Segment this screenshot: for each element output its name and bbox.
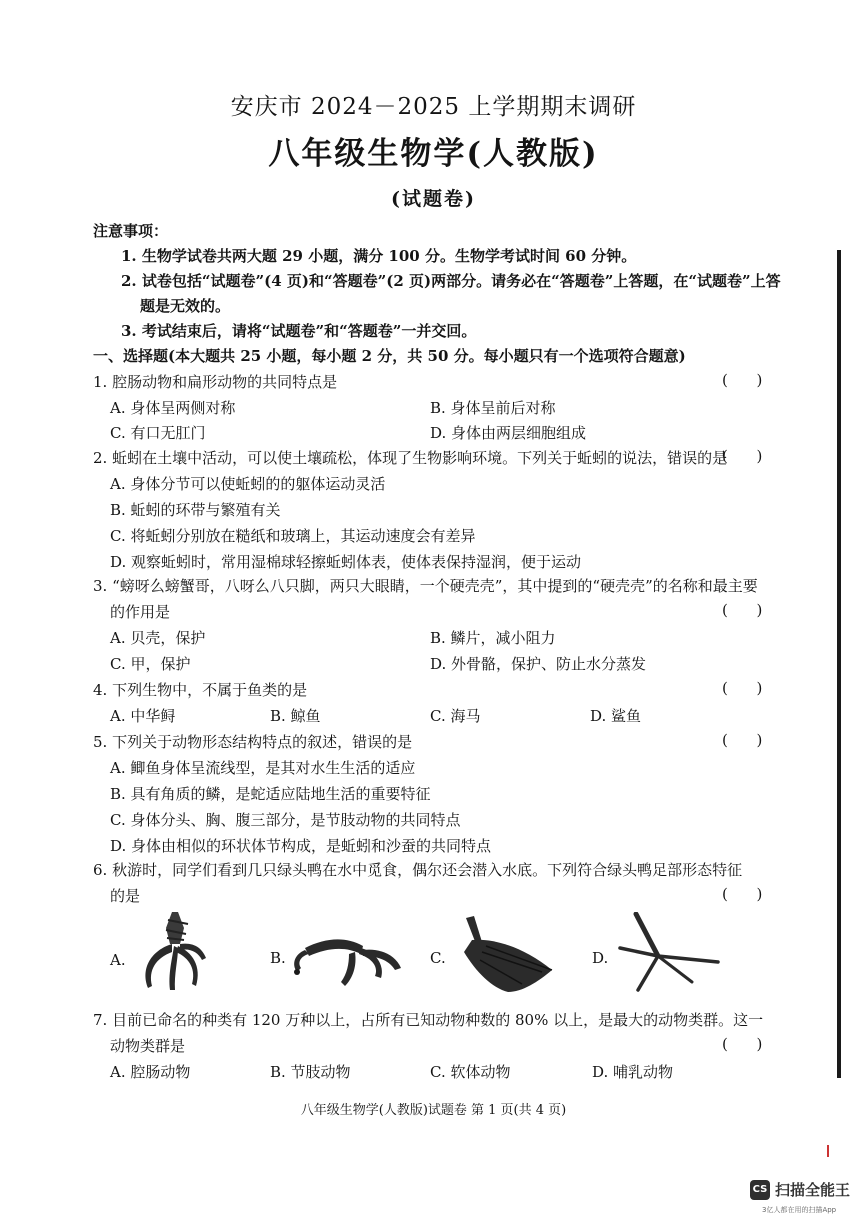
q7-option-a: A. 腔肠动物: [110, 1063, 191, 1081]
q6-option-a-label: A.: [110, 951, 126, 969]
camscanner-logo-icon: CS: [750, 1180, 770, 1200]
q6-stem: 6. 秋游时，同学们看到几只绿头鸭在水中觅食，偶尔还会潜入水底。下列符合绿头鸭足部形态特征: [93, 861, 743, 879]
notice-item-3: 3. 考试结束后，请将“试题卷”和“答题卷”一并交回。: [121, 322, 477, 340]
notice-item-2-cont: 题是无效的。: [140, 297, 231, 315]
q3-option-a: A. 贝壳，保护: [110, 629, 206, 647]
q6-stem-cont: 的是: [110, 887, 141, 905]
q4-option-b: B. 鲸鱼: [270, 707, 321, 725]
q7-answer-paren: ( ): [722, 1035, 763, 1053]
bird-foot-b-image: [285, 920, 405, 995]
q7-stem: 7. 目前已命名的种类有 120 万种以上，占所有已知动物种数的 80% 以上，是最大的动物类群。这一: [93, 1011, 764, 1029]
notice-item-2: 2. 试卷包括“试题卷”(4 页)和“答题卷”(2 页)两部分。请务必在“答题卷”上答题，在“试题卷”上答: [121, 272, 781, 290]
exam-title-line2: 八年级生物学(人教版): [268, 136, 599, 172]
exam-title-line3: (试题卷): [391, 188, 476, 210]
q6-option-b-label: B.: [270, 949, 286, 967]
bird-foot-c-image: [452, 912, 562, 997]
q5-stem: 5. 下列关于动物形态结构特点的叙述，错误的是: [93, 733, 413, 751]
q2-stem: 2. 蚯蚓在土壤中活动，可以使土壤疏松，体现了生物影响环境。下列关于蚯蚓的说法，错误的是: [93, 449, 728, 467]
q4-option-c: C. 海马: [430, 707, 481, 725]
q1-option-b: B. 身体呈前后对称: [430, 399, 556, 417]
q7-option-d: D. 哺乳动物: [592, 1063, 674, 1081]
q2-option-d: D. 观察蚯蚓时，常用湿棉球轻擦蚯蚓体表，使体表保持湿润，便于运动: [110, 553, 582, 571]
q1-option-d: D. 身体由两层细胞组成: [430, 424, 587, 442]
q6-option-d-label: D.: [592, 949, 609, 967]
q3-option-c: C. 甲，保护: [110, 655, 191, 673]
q2-answer-paren: ( ): [722, 447, 763, 465]
q1-stem: 1. 腔肠动物和扁形动物的共同特点是: [93, 373, 338, 391]
q1-answer-paren: ( ): [722, 371, 763, 389]
q3-stem-cont: 的作用是: [110, 603, 171, 621]
scan-edge-bar: [837, 250, 841, 1078]
camscanner-name: 扫描全能王: [775, 1181, 851, 1199]
q4-stem: 4. 下列生物中，不属于鱼类的是: [93, 681, 308, 699]
q5-option-c: C. 身体分头、胸、腹三部分，是节肢动物的共同特点: [110, 811, 461, 829]
q7-stem-cont: 动物类群是: [110, 1037, 186, 1055]
q4-answer-paren: ( ): [722, 679, 763, 697]
notice-title: 注意事项：: [93, 222, 169, 240]
page-footer: 八年级生物学(人教版)试题卷 第 1 页(共 4 页): [300, 1103, 567, 1118]
bird-foot-d-image: [608, 912, 723, 997]
q3-stem: 3. “螃呀么螃蟹哥，八呀么八只脚，两只大眼睛，一个硬壳壳”，其中提到的“硬壳壳”的名称和最主要: [93, 577, 758, 595]
bird-foot-a-image: [132, 910, 212, 995]
notice-item-1: 1. 生物学试卷共两大题 29 小题，满分 100 分。生物学考试时间 60 分钟。: [121, 247, 637, 265]
q5-option-a: A. 鲫鱼身体呈流线型，是其对水生生活的适应: [110, 759, 416, 777]
q1-option-c: C. 有口无肛门: [110, 424, 206, 442]
q5-option-d: D. 身体由相似的环状体节构成，是蚯蚓和沙蚕的共同特点: [110, 837, 492, 855]
q2-option-c: C. 将蚯蚓分别放在糙纸和玻璃上，其运动速度会有差异: [110, 527, 476, 545]
q3-option-d: D. 外骨骼，保护、防止水分蒸发: [430, 655, 647, 673]
q5-option-b: B. 具有角质的鳞，是蛇适应陆地生活的重要特征: [110, 785, 431, 803]
q2-option-a: A. 身体分节可以使蚯蚓的的躯体运动灵活: [110, 475, 386, 493]
q2-option-b: B. 蚯蚓的环带与繁殖有关: [110, 501, 281, 519]
q4-option-a: A. 中华鲟: [110, 707, 176, 725]
camscanner-tagline: 3亿人都在用的扫描App: [762, 1206, 837, 1214]
exam-title-line1: 安庆市 2024－2025 上学期期末调研: [230, 94, 637, 120]
q7-option-c: C. 软体动物: [430, 1063, 511, 1081]
q1-option-a: A. 身体呈两侧对称: [110, 399, 236, 417]
q6-option-c-label: C.: [430, 949, 446, 967]
section-heading: 一、选择题(本大题共 25 小题，每小题 2 分，共 50 分。每小题只有一个选项符合题意): [93, 347, 686, 365]
scan-mark: [827, 1145, 829, 1157]
q5-answer-paren: ( ): [722, 731, 763, 749]
q7-option-b: B. 节肢动物: [270, 1063, 351, 1081]
q3-answer-paren: ( ): [722, 601, 763, 619]
q3-option-b: B. 鳞片，减小阻力: [430, 629, 556, 647]
q6-answer-paren: ( ): [722, 885, 763, 903]
q4-option-d: D. 鲨鱼: [590, 707, 642, 725]
